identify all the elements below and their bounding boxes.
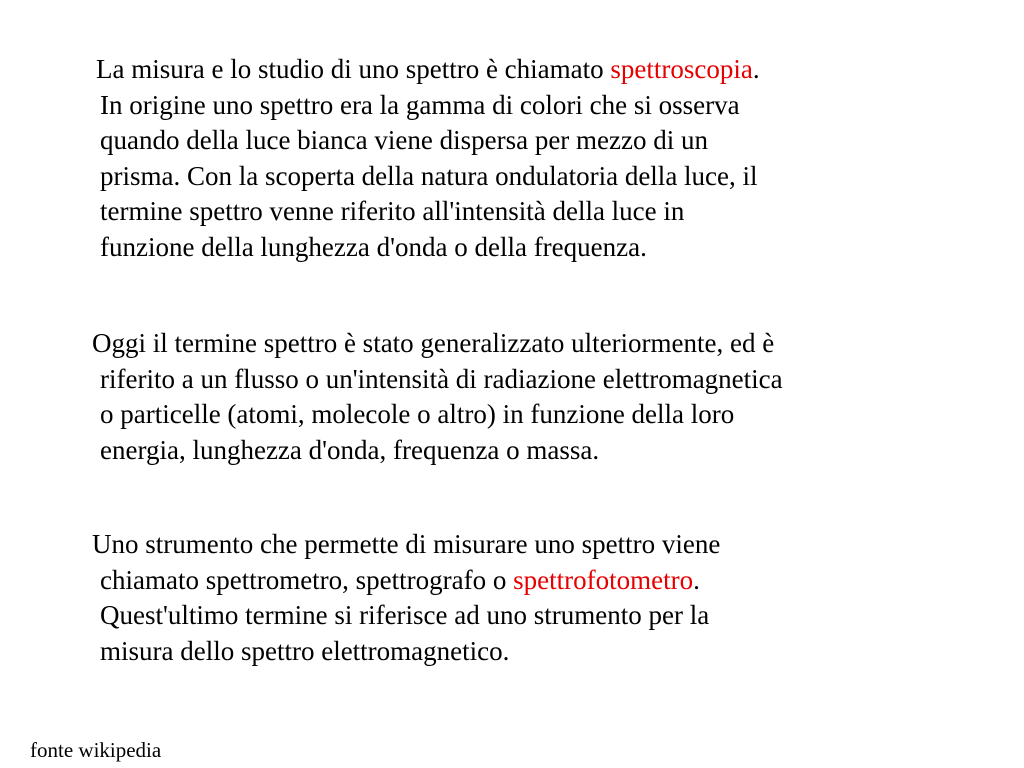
paragraph-line: [100, 563, 980, 599]
paragraph-line: prisma. Con la scoperta della natura ondulatoria della luce, il: [100, 160, 758, 191]
paragraph-line: funzione della lunghezza d'onda o della frequenza.: [100, 231, 647, 262]
source-footer: fonte wikipedia: [30, 738, 162, 762]
paragraph-spettro-generalizzato: [92, 326, 980, 468]
link-spettroscopia[interactable]: spettroscopia: [610, 54, 753, 84]
paragraph-line: quando della luce bianca viene dispersa per mezzo di un: [100, 125, 709, 155]
paragraph-line: misura dello spettro elettromagnetico.: [100, 635, 510, 666]
paragraph-line: In origine uno spettro era la gamma di colori che si osserva: [100, 89, 740, 120]
paragraph-line: Quest'ultimo termine si riferisce ad uno strumento per la: [100, 600, 710, 630]
paragraph-line: riferito a un flusso o un'intensità di radiazione elettromagnetica: [100, 363, 783, 394]
paragraph-spettroscopia: [96, 52, 980, 265]
line-text: .: [693, 564, 700, 595]
paragraph-line: Uno strumento che permette di misurare uno spettro viene: [92, 529, 721, 559]
paragraph-line: energia, lunghezza d'onda, frequenza o massa.: [100, 434, 600, 465]
paragraph-line: Oggi il termine spettro è stato generalizzato ulteriormente, ed è: [92, 328, 775, 358]
paragraph-line: o particelle (atomi, molecole o altro) in funzione della loro: [100, 399, 735, 429]
line-text: La misura e lo studio di uno spettro è chiamato: [96, 54, 611, 84]
paragraph-line: [96, 52, 980, 88]
line-text: .: [752, 54, 760, 84]
link-spettrofotometro[interactable]: spettrofotometro: [513, 564, 694, 595]
paragraph-line: termine spettro venne riferito all'intensità della luce in: [100, 196, 685, 226]
line-text: chiamato spettrometro, spettrografo o: [100, 564, 514, 595]
paragraph-strumento: [92, 527, 980, 669]
